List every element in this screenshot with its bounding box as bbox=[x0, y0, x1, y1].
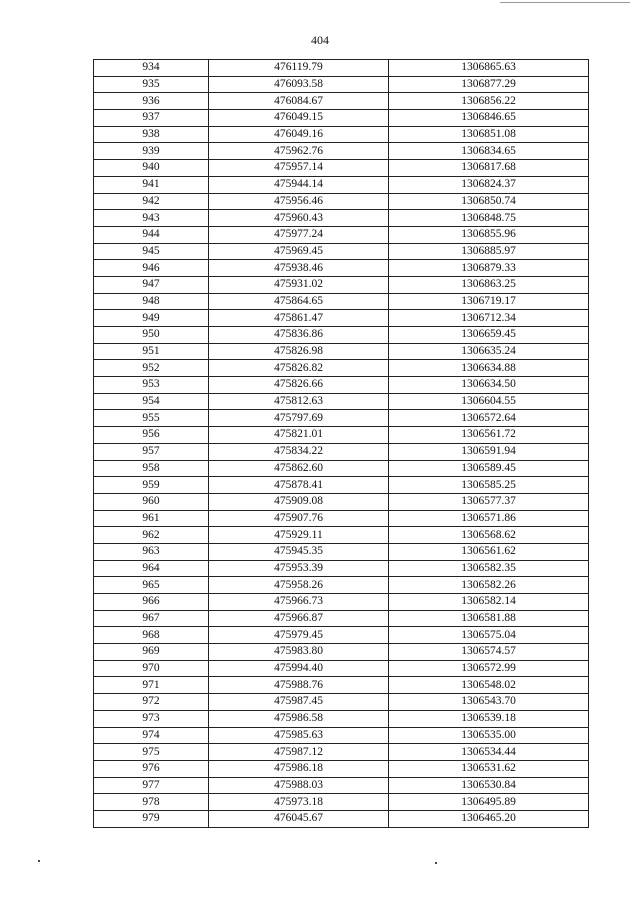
y-coordinate-cell: 1306879.33 bbox=[389, 260, 589, 277]
point-number-cell: 958 bbox=[94, 460, 209, 477]
x-coordinate-cell: 475861.47 bbox=[209, 310, 389, 327]
table-row bbox=[94, 410, 589, 427]
y-coordinate-cell: 1306846.65 bbox=[389, 110, 589, 127]
coordinates-table-body bbox=[94, 60, 589, 828]
y-coordinate-cell: 1306548.02 bbox=[389, 677, 589, 694]
x-coordinate-cell: 475958.26 bbox=[209, 577, 389, 594]
table-row bbox=[94, 594, 589, 611]
y-coordinate-cell: 1306635.24 bbox=[389, 343, 589, 360]
table-row bbox=[94, 577, 589, 594]
x-coordinate-cell: 475862.60 bbox=[209, 460, 389, 477]
y-coordinate-cell: 1306591.94 bbox=[389, 443, 589, 460]
x-coordinate-cell: 475826.82 bbox=[209, 360, 389, 377]
table-row bbox=[94, 510, 589, 527]
y-coordinate-cell: 1306824.37 bbox=[389, 176, 589, 193]
y-coordinate-cell: 1306535.00 bbox=[389, 727, 589, 744]
y-coordinate-cell: 1306582.14 bbox=[389, 594, 589, 611]
point-number-cell: 949 bbox=[94, 310, 209, 327]
table-row bbox=[94, 226, 589, 243]
x-coordinate-cell: 475985.63 bbox=[209, 727, 389, 744]
y-coordinate-cell: 1306817.68 bbox=[389, 160, 589, 177]
x-coordinate-cell: 475956.46 bbox=[209, 193, 389, 210]
point-number-cell: 967 bbox=[94, 610, 209, 627]
table-row bbox=[94, 126, 589, 143]
table-row bbox=[94, 710, 589, 727]
table-row bbox=[94, 644, 589, 661]
table-row bbox=[94, 210, 589, 227]
table-row bbox=[94, 744, 589, 761]
table-row bbox=[94, 777, 589, 794]
y-coordinate-cell: 1306568.62 bbox=[389, 527, 589, 544]
point-number-cell: 952 bbox=[94, 360, 209, 377]
table-row bbox=[94, 560, 589, 577]
y-coordinate-cell: 1306531.62 bbox=[389, 760, 589, 777]
y-coordinate-cell: 1306877.29 bbox=[389, 76, 589, 93]
point-number-cell: 963 bbox=[94, 543, 209, 560]
x-coordinate-cell: 475988.76 bbox=[209, 677, 389, 694]
x-coordinate-cell: 475907.76 bbox=[209, 510, 389, 527]
y-coordinate-cell: 1306530.84 bbox=[389, 777, 589, 794]
table-row bbox=[94, 527, 589, 544]
x-coordinate-cell: 475945.35 bbox=[209, 543, 389, 560]
x-coordinate-cell: 475973.18 bbox=[209, 794, 389, 811]
x-coordinate-cell: 475988.03 bbox=[209, 777, 389, 794]
table-row bbox=[94, 176, 589, 193]
table-row bbox=[94, 160, 589, 177]
point-number-cell: 946 bbox=[94, 260, 209, 277]
x-coordinate-cell: 475983.80 bbox=[209, 644, 389, 661]
y-coordinate-cell: 1306539.18 bbox=[389, 710, 589, 727]
point-number-cell: 950 bbox=[94, 327, 209, 344]
scan-speck bbox=[38, 860, 40, 862]
point-number-cell: 973 bbox=[94, 710, 209, 727]
x-coordinate-cell: 475834.22 bbox=[209, 443, 389, 460]
point-number-cell: 935 bbox=[94, 76, 209, 93]
point-number-cell: 968 bbox=[94, 627, 209, 644]
table-row bbox=[94, 360, 589, 377]
y-coordinate-cell: 1306834.65 bbox=[389, 143, 589, 160]
x-coordinate-cell: 475966.87 bbox=[209, 610, 389, 627]
point-number-cell: 970 bbox=[94, 660, 209, 677]
point-number-cell: 959 bbox=[94, 477, 209, 494]
point-number-cell: 976 bbox=[94, 760, 209, 777]
y-coordinate-cell: 1306582.35 bbox=[389, 560, 589, 577]
table-row bbox=[94, 76, 589, 93]
point-number-cell: 956 bbox=[94, 427, 209, 444]
x-coordinate-cell: 475826.66 bbox=[209, 377, 389, 394]
table-row bbox=[94, 427, 589, 444]
point-number-cell: 934 bbox=[94, 60, 209, 77]
x-coordinate-cell: 475966.73 bbox=[209, 594, 389, 611]
point-number-cell: 944 bbox=[94, 226, 209, 243]
table-row bbox=[94, 610, 589, 627]
y-coordinate-cell: 1306634.50 bbox=[389, 377, 589, 394]
table-row bbox=[94, 60, 589, 77]
x-coordinate-cell: 475962.76 bbox=[209, 143, 389, 160]
table-row bbox=[94, 727, 589, 744]
table-row bbox=[94, 694, 589, 711]
x-coordinate-cell: 475986.58 bbox=[209, 710, 389, 727]
y-coordinate-cell: 1306582.26 bbox=[389, 577, 589, 594]
y-coordinate-cell: 1306856.22 bbox=[389, 93, 589, 110]
y-coordinate-cell: 1306534.44 bbox=[389, 744, 589, 761]
x-coordinate-cell: 475957.14 bbox=[209, 160, 389, 177]
scan-speck bbox=[435, 862, 437, 864]
scan-edge-line bbox=[500, 2, 630, 3]
x-coordinate-cell: 475986.18 bbox=[209, 760, 389, 777]
x-coordinate-cell: 475864.65 bbox=[209, 293, 389, 310]
y-coordinate-cell: 1306850.74 bbox=[389, 193, 589, 210]
x-coordinate-cell: 476049.16 bbox=[209, 126, 389, 143]
y-coordinate-cell: 1306659.45 bbox=[389, 327, 589, 344]
x-coordinate-cell: 476093.58 bbox=[209, 76, 389, 93]
x-coordinate-cell: 475812.63 bbox=[209, 393, 389, 410]
x-coordinate-cell: 475836.86 bbox=[209, 327, 389, 344]
y-coordinate-cell: 1306604.55 bbox=[389, 393, 589, 410]
y-coordinate-cell: 1306589.45 bbox=[389, 460, 589, 477]
table-row bbox=[94, 393, 589, 410]
table-row bbox=[94, 343, 589, 360]
x-coordinate-cell: 475977.24 bbox=[209, 226, 389, 243]
point-number-cell: 936 bbox=[94, 93, 209, 110]
y-coordinate-cell: 1306865.63 bbox=[389, 60, 589, 77]
x-coordinate-cell: 475878.41 bbox=[209, 477, 389, 494]
point-number-cell: 961 bbox=[94, 510, 209, 527]
table-row bbox=[94, 543, 589, 560]
y-coordinate-cell: 1306495.89 bbox=[389, 794, 589, 811]
x-coordinate-cell: 475821.01 bbox=[209, 427, 389, 444]
point-number-cell: 960 bbox=[94, 493, 209, 510]
point-number-cell: 957 bbox=[94, 443, 209, 460]
page-number: 404 bbox=[311, 33, 329, 47]
y-coordinate-cell: 1306585.25 bbox=[389, 477, 589, 494]
point-number-cell: 942 bbox=[94, 193, 209, 210]
y-coordinate-cell: 1306581.88 bbox=[389, 610, 589, 627]
point-number-cell: 974 bbox=[94, 727, 209, 744]
table-row bbox=[94, 810, 589, 827]
y-coordinate-cell: 1306465.20 bbox=[389, 810, 589, 827]
point-number-cell: 972 bbox=[94, 694, 209, 711]
point-number-cell: 939 bbox=[94, 143, 209, 160]
point-number-cell: 969 bbox=[94, 644, 209, 661]
point-number-cell: 951 bbox=[94, 343, 209, 360]
point-number-cell: 978 bbox=[94, 794, 209, 811]
y-coordinate-cell: 1306561.62 bbox=[389, 543, 589, 560]
point-number-cell: 947 bbox=[94, 276, 209, 293]
point-number-cell: 962 bbox=[94, 527, 209, 544]
point-number-cell: 943 bbox=[94, 210, 209, 227]
point-number-cell: 948 bbox=[94, 293, 209, 310]
point-number-cell: 964 bbox=[94, 560, 209, 577]
point-number-cell: 979 bbox=[94, 810, 209, 827]
point-number-cell: 955 bbox=[94, 410, 209, 427]
point-number-cell: 937 bbox=[94, 110, 209, 127]
y-coordinate-cell: 1306543.70 bbox=[389, 694, 589, 711]
point-number-cell: 941 bbox=[94, 176, 209, 193]
point-number-cell: 953 bbox=[94, 377, 209, 394]
y-coordinate-cell: 1306719.17 bbox=[389, 293, 589, 310]
point-number-cell: 938 bbox=[94, 126, 209, 143]
x-coordinate-cell: 475938.46 bbox=[209, 260, 389, 277]
x-coordinate-cell: 475944.14 bbox=[209, 176, 389, 193]
y-coordinate-cell: 1306851.08 bbox=[389, 126, 589, 143]
table-row bbox=[94, 310, 589, 327]
x-coordinate-cell: 475797.69 bbox=[209, 410, 389, 427]
coordinates-table bbox=[93, 59, 589, 828]
y-coordinate-cell: 1306848.75 bbox=[389, 210, 589, 227]
table-row bbox=[94, 477, 589, 494]
x-coordinate-cell: 475987.12 bbox=[209, 744, 389, 761]
point-number-cell: 954 bbox=[94, 393, 209, 410]
table-row bbox=[94, 660, 589, 677]
table-row bbox=[94, 110, 589, 127]
point-number-cell: 945 bbox=[94, 243, 209, 260]
x-coordinate-cell: 475987.45 bbox=[209, 694, 389, 711]
x-coordinate-cell: 475931.02 bbox=[209, 276, 389, 293]
point-number-cell: 975 bbox=[94, 744, 209, 761]
y-coordinate-cell: 1306575.04 bbox=[389, 627, 589, 644]
x-coordinate-cell: 475953.39 bbox=[209, 560, 389, 577]
table-row bbox=[94, 627, 589, 644]
x-coordinate-cell: 475969.45 bbox=[209, 243, 389, 260]
x-coordinate-cell: 476119.79 bbox=[209, 60, 389, 77]
table-row bbox=[94, 193, 589, 210]
y-coordinate-cell: 1306885.97 bbox=[389, 243, 589, 260]
y-coordinate-cell: 1306561.72 bbox=[389, 427, 589, 444]
x-coordinate-cell: 475929.11 bbox=[209, 527, 389, 544]
point-number-cell: 965 bbox=[94, 577, 209, 594]
table-row bbox=[94, 143, 589, 160]
x-coordinate-cell: 475826.98 bbox=[209, 343, 389, 360]
x-coordinate-cell: 476084.67 bbox=[209, 93, 389, 110]
table-row bbox=[94, 93, 589, 110]
x-coordinate-cell: 476045.67 bbox=[209, 810, 389, 827]
y-coordinate-cell: 1306634.88 bbox=[389, 360, 589, 377]
y-coordinate-cell: 1306571.86 bbox=[389, 510, 589, 527]
x-coordinate-cell: 475960.43 bbox=[209, 210, 389, 227]
y-coordinate-cell: 1306572.64 bbox=[389, 410, 589, 427]
point-number-cell: 940 bbox=[94, 160, 209, 177]
y-coordinate-cell: 1306574.57 bbox=[389, 644, 589, 661]
table-row bbox=[94, 377, 589, 394]
x-coordinate-cell: 475994.40 bbox=[209, 660, 389, 677]
x-coordinate-cell: 475909.08 bbox=[209, 493, 389, 510]
table-row bbox=[94, 293, 589, 310]
y-coordinate-cell: 1306577.37 bbox=[389, 493, 589, 510]
table-row bbox=[94, 243, 589, 260]
table-row bbox=[94, 760, 589, 777]
y-coordinate-cell: 1306855.96 bbox=[389, 226, 589, 243]
x-coordinate-cell: 476049.15 bbox=[209, 110, 389, 127]
table-row bbox=[94, 460, 589, 477]
y-coordinate-cell: 1306863.25 bbox=[389, 276, 589, 293]
y-coordinate-cell: 1306712.34 bbox=[389, 310, 589, 327]
table-row bbox=[94, 794, 589, 811]
point-number-cell: 966 bbox=[94, 594, 209, 611]
table-row bbox=[94, 493, 589, 510]
y-coordinate-cell: 1306572.99 bbox=[389, 660, 589, 677]
x-coordinate-cell: 475979.45 bbox=[209, 627, 389, 644]
point-number-cell: 977 bbox=[94, 777, 209, 794]
table-row bbox=[94, 276, 589, 293]
table-row bbox=[94, 260, 589, 277]
table-row bbox=[94, 677, 589, 694]
point-number-cell: 971 bbox=[94, 677, 209, 694]
table-row bbox=[94, 327, 589, 344]
table-row bbox=[94, 443, 589, 460]
